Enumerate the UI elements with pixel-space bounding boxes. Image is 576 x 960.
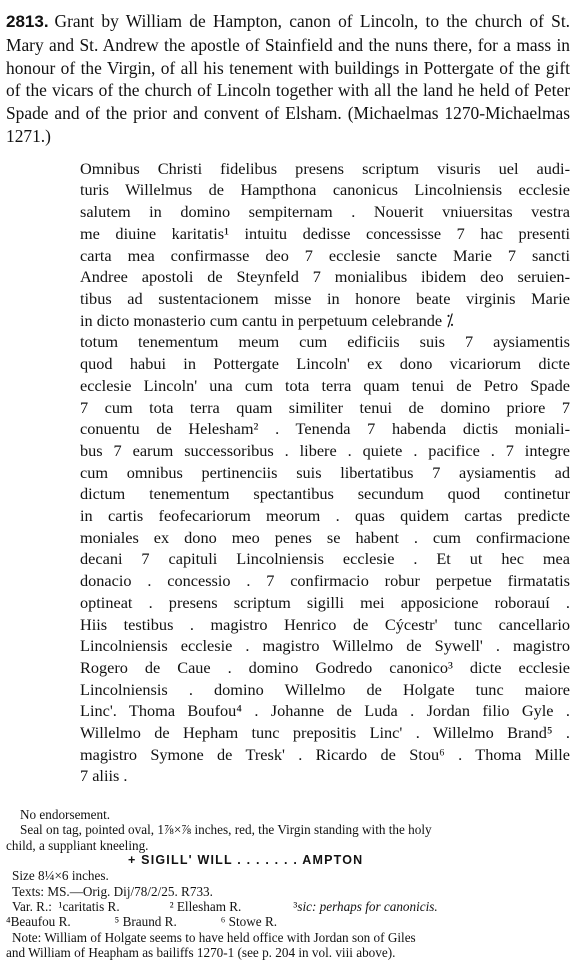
charter-line: carta mea confirmasse deo 7 ecclesie sancte Marie 7 sancti (80, 245, 570, 265)
variant-4: ⁴Beaufou R. (6, 914, 71, 930)
note-line: Note: William of Holgate seems to have held office with Jordan son of Giles (12, 929, 416, 945)
charter-line: quod habui in Pottergate Lincoln' ex dono vicariorum dicte (80, 354, 570, 374)
charter-line: optineat . presens scriptum sigilli mei apposicione roborauí . (80, 592, 570, 612)
charter-line: magistro Symone de Tresk' . Ricardo de Stou⁶ . Thoma Mille (80, 744, 570, 764)
charter-line: dictum tenementum spectantibus secundum quod continetur (80, 484, 570, 504)
charter-line: totum tenementum meum cum edificiis suis 7 aysiamentis (80, 332, 570, 352)
charter-text (80, 158, 570, 787)
charter-line: salutem in domino sempiternam . Nouerit vniuersitas vestra (80, 202, 570, 222)
charter-line: Linc'. Thoma Boufou⁴ . Johanne de Luda . Jordan filio Gyle . (80, 701, 570, 721)
entry-summary: Grant by William de Hampton, canon of Lincoln, to the church of St. Mary and St. Andrew the apostle of Stainfield and the nuns there, for a mass in honour of the Virgin, of all his tenement with buildings in Pottergate of the gift of the vicars of the church of Lincoln together with all the land he held of Peter Spade and of the prior and convent of Elsham. (Michaelmas 1270-Michaelmas 1271.) (6, 11, 570, 146)
endorsement-note: No endorsement. (20, 807, 111, 823)
entry-heading (6, 10, 570, 148)
seal-description: Seal on tag, pointed oval, 1⅞×⅞ inches, red, the Virgin standing with the holy (20, 822, 432, 838)
charter-line: 7 cum tota terra quam similiter tenui de domino priore 7 (80, 397, 570, 417)
charter-line: donacio . concessio . 7 confirmacio robur perpetue firmatatis (80, 571, 570, 591)
charter-line: moniales ex dono meo penes se habent . cum confirmacione (80, 527, 570, 547)
note-line-continued: and William of Heapham as bailiffs 1270-1 (see p. 204 in vol. viii above). (6, 944, 396, 960)
variant-3-number: ³ (293, 898, 298, 914)
charter-line: Lincolniensis ecclesie . magistro Willelmo de Sywell' . magistro (80, 636, 570, 656)
charter-line: Omnibus Christi fidelibus presens scriptum visuris uel audi- (80, 158, 570, 178)
charter-line: conuentu de Helesham² . Tenenda 7 habenda dictis moniali- (80, 419, 570, 439)
variant-1: ¹caritatis R. (58, 898, 120, 914)
editorial-notes (6, 807, 570, 960)
texts-note: Texts: MS.—Orig. Dij/78/2/25. R733. (12, 883, 213, 899)
charter-line: Willelmo de Hepham tunc prepositis Linc' . Willelmo Brand⁵ . (80, 723, 570, 743)
variant-2: ² Ellesham R. (169, 898, 242, 914)
charter-line: ecclesie Lincoln' una cum tota terra quam tenui de Petro Spade (80, 375, 570, 395)
charter-line: tibus ad sustentacionem misse in honore beate virginis Marie (80, 289, 570, 308)
document-page (6, 10, 570, 960)
entry-number: 2813. (6, 12, 49, 31)
seal-legend: + SIGILL' WILL . . . . . . . AMPTON (128, 853, 364, 868)
charter-line: decani 7 capituli Lincolniensis ecclesie . Et ut hec mea (80, 549, 570, 569)
charter-line: turis Willelmus de Hampthona canonicus Lincolniensis ecclesie (80, 180, 570, 200)
charter-line: Lincolniensis . domino Willelmo de Holgate tunc maiore (80, 679, 570, 699)
charter-line: 7 aliis . (80, 766, 128, 786)
variant-readings-label: Var. R.: (12, 898, 52, 914)
charter-line: bus 7 earum successoribus . libere . quiete . pacifice . 7 integre (80, 440, 570, 460)
charter-line: cum omnibus pertinenciis suis libertatibus 7 aysiamentis ad (80, 462, 570, 482)
charter-line: Hiis testibus . magistro Henrico de Cýcestr' tunc cancellario (80, 614, 570, 634)
charter-line: Andree apostoli de Steynfeld 7 monialibus ibidem deo seruien- (80, 267, 570, 287)
variant-6: ⁶ Stowe R. (220, 914, 278, 930)
variant-readings-continued (6, 914, 570, 929)
size-note: Size 8¼×6 inches. (12, 868, 109, 884)
charter-line: in dicto monasterio cum cantu in perpetuum celebrande ⁒ (80, 310, 454, 330)
variant-readings (6, 899, 570, 914)
charter-line: Rogero de Caue . domino Godredo canonico³ dicte ecclesie (80, 657, 570, 677)
variant-5: ⁵ Braund R. (114, 914, 177, 930)
charter-line: me diuine karitatis¹ intuitu dedisse concessisse 7 hac presenti (80, 223, 570, 243)
variant-3: sic: perhaps for canonicis. (297, 898, 438, 914)
seal-description-continued: child, a suppliant kneeling. (6, 837, 149, 853)
charter-line: in cartis feofecariorum meorum . quas quidem cartas predicte (80, 506, 570, 526)
